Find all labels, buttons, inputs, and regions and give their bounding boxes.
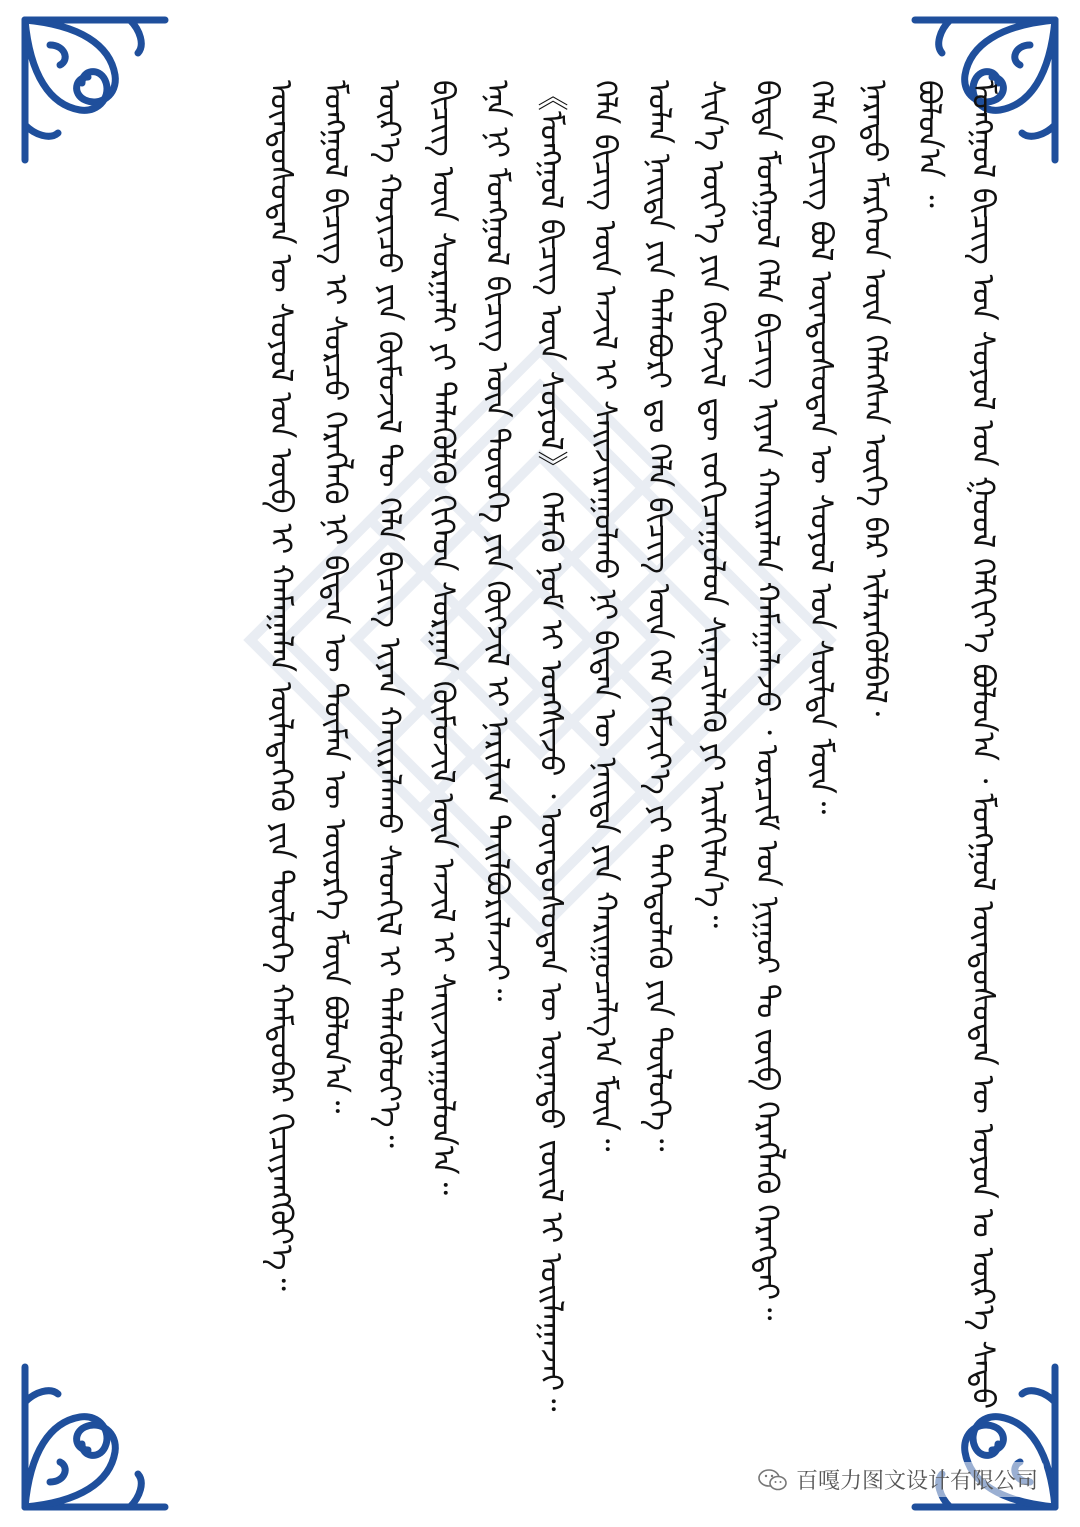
paragraph: ᠮᠣᠩᠭᠣᠯ ᠪᠢᠴᠢᠭ ᠢ ᠰᠤᠷᠴᠤ ᠬᠡᠷᠡᠭᠯᠡᠬᠦ ᠨᠢ ᠪᠢᠳᠡᠨ ᠦ ᠲᠦᠮᠡᠨ ᠦ ᠦᠦᠷᠭᠡ ᠮᠥᠨ ᠪᠣᠯᠤᠨ᠎ᠠ᠃ xyxy=(317,80,353,1114)
paragraph: ᠬᠡᠯᠡ ᠪᠢᠴᠢᠭ ᠦᠨ ᠠᠵᠢᠯ ᠢ ᠰᠠᠢᠵᠢᠷᠠᠭᠤᠯᠬᠤ ᠨᠢ ᠪᠢᠳᠡᠨ ᠦ ᠨᠡᠢᠲᠡ ᠶᠢᠨ ᠬᠠᠷᠢᠭᠤᠴᠠᠯᠭ᠎ᠠ ᠮᠥᠨ᠃ xyxy=(587,80,623,1152)
paragraph: ᠣᠯᠠᠨ ᠨᠡᠢᠲᠡ ᠶᠢᠨ ᠳᠠᠯᠠᠪᠤᠷᠢ ᠳᠤ ᠬᠡᠯᠡ ᠪᠢᠴᠢᠭ ᠦᠨ ᠬᠡᠮ ᠬᠡᠮᠵᠢᠶ᠎ᠡ ᠶᠢ ᠳᠡᠭᠡᠳᠦᠯᠡᠬᠦ ᠶᠢᠨ ᠲᠥᠯᠥᠭᠡ᠃ xyxy=(641,80,677,1152)
source-caption-text: 百嘎力图文设计有限公司 xyxy=(795,1469,1038,1494)
paragraph: ᠦᠨᠳᠦᠰᠦᠲᠡᠨ ᠦ ᠰᠣᠶᠣᠯ ᠤᠨ ᠦᠪ ᠢ ᠬᠠᠮᠠᠭᠠᠯᠠᠨ ᠦᠯᠡᠳᠡᠭᠡᠬᠦ ᠶᠢᠨ ᠲᠥᠯᠥᠭᠡ ᠬᠠᠮᠲᠤᠪᠠᠷ ᠬᠢᠴᠢᠶᠡᠩᠭᠦᠶ᠎ᠡ᠃ xyxy=(263,80,299,1291)
paragraph: 《ᠮᠣᠩᠭᠣᠯ ᠪᠢᠴᠢᠭ ᠦᠨ ᠰᠣᠶᠣᠯ》 ᠬᠡᠮᠡᠬᠦ ᠨᠣᠮ ᠢ ᠤᠩᠰᠢᠵᠤ ᠂ ᠦᠨᠳᠦᠰᠦᠲᠡᠨ ᠦ ᠦᠨᠡᠲᠦ ᠵᠦᠢᠯ ᠢ ᠣᠢᠯᠠᠭᠠᠵᠠᠢ᠃ xyxy=(533,80,569,1412)
paragraph: ᠰᠢᠨ᠎ᠡ ᠦᠶ᠎ᠡ ᠶᠢᠨ ᠬᠥᠭᠵᠢᠯ ᠳᠦ ᠵᠣᠬᠢᠴᠠᠭᠤᠯᠤᠨ ᠰᠢᠨᠡᠴᠢᠯᠡᠬᠦ ᠶᠢ ᠡᠷᠢᠯᠬᠢᠯᠡᠨ᠎ᠡ᠃ xyxy=(695,80,731,929)
paragraph: ᠡᠨᠡ ᠨᠢ ᠮᠣᠩᠭᠣᠯ ᠪᠢᠴᠢᠭ ᠦᠨ ᠲᠦᠦᠬᠡ ᠶᠢᠨ ᠬᠥᠭᠵᠢᠯ ᠢ ᠨᠠᠷᠢᠯᠢᠭ ᠲᠠᠢᠯᠪᠤᠷᠢᠯᠠᠵᠠᠢ᠃ xyxy=(479,80,515,1002)
paragraph: ᠨᠡᠷᠡᠲᠦ ᠮᠡᠷᠭᠡᠳ ᠦᠨ ᠬᠡᠯᠡᠭᠰᠡᠨ ᠦᠭᠡ ᠪᠡᠷ ᠢᠯᠡᠷᠡᠭᠦᠯᠪᠡᠯ᠂ xyxy=(857,80,893,717)
paragraph: ᠪᠢᠴᠢᠭ ᠦᠨ ᠰᠤᠷᠭᠠᠯᠢ ᠶᠢ ᠲᠡᠯᠡᠭᠦᠯᠬᠦ ᠬᠢᠭᠡᠳ ᠰᠤᠷᠭᠠᠨ ᠬᠥᠮᠦᠵᠢᠯ ᠦᠨ ᠠᠵᠢᠯ ᠢ ᠰᠠᠢᠵᠢᠷᠠᠭᠤᠯᠤᠨ᠎ᠠ᠃ xyxy=(425,80,461,1195)
paragraph: ᠮᠣᠩᠭᠣᠯ ᠪᠢᠴᠢᠭ᠌ ᠤᠨ ᠰᠣᠶᠣᠯ ᠤᠨ ᠭᠣᠣᠯ ᠬᠡᠯᠬᠢᠶ᠎ᠡ ᠪᠣᠯᠤᠨ᠎ᠠ ᠂ ᠮᠣᠩᠭᠣᠯ ᠦᠨᠳᠦᠰᠦᠲᠡᠨ ᠦ ᠣᠶᠤᠨ ᠤ ᠦᠷ᠎ᠡ ᠰᠠᠳᠤ ᠪᠣᠯᠤᠨ᠎ᠠ ᠃ xyxy=(911,80,1001,1410)
wechat-icon xyxy=(758,1468,788,1492)
paragraph: ᠪᠢᠳᠡ ᠮᠣᠩᠭᠣᠯ ᠬᠡᠯᠡ ᠪᠢᠴᠢᠭ ᠢᠶᠡᠨ ᠬᠠᠢᠷᠠᠯᠠᠨ ᠬᠠᠮᠠᠭᠠᠯᠠᠵᠤ ᠂ ᠣᠷᠴᠢᠮ ᠤᠨ ᠨᠢᠭᠤᠷ ᠲᠤ ᠵᠥᠪ ᠬᠡᠷᠡᠭᠯᠡᠬᠦ ᠬᠡᠷᠡᠭᠲᠡᠢ᠃ xyxy=(749,80,785,1321)
mongolian-text-body xyxy=(70,80,1010,1460)
paragraph: ᠬᠡᠯᠡ ᠪᠢᠴᠢᠭ ᠪᠣᠯ ᠦᠨᠳᠦᠰᠦᠲᠡᠨ ᠦ ᠰᠣᠶᠣᠯ ᠤᠨ ᠰᠦᠯᠳᠡ ᠮᠥᠨ᠃ xyxy=(803,80,839,815)
paragraph: ᠦᠷ᠎ᠡ ᠬᠣᠶᠢᠴᠤ ᠶᠢᠨ ᠬᠦᠮᠦᠵᠢᠯ ᠲᠦ ᠬᠡᠯᠡ ᠪᠢᠴᠢᠭ ᠢᠶᠡᠨ ᠬᠠᠢᠷᠠᠯᠠᠬᠤ ᠰᠡᠳᠬᠢᠯ ᠢ ᠲᠡᠯᠡᠭᠦᠯᠦᠶ᠎ᠡ᠃ xyxy=(371,80,407,1148)
source-watermark xyxy=(752,1462,1044,1497)
